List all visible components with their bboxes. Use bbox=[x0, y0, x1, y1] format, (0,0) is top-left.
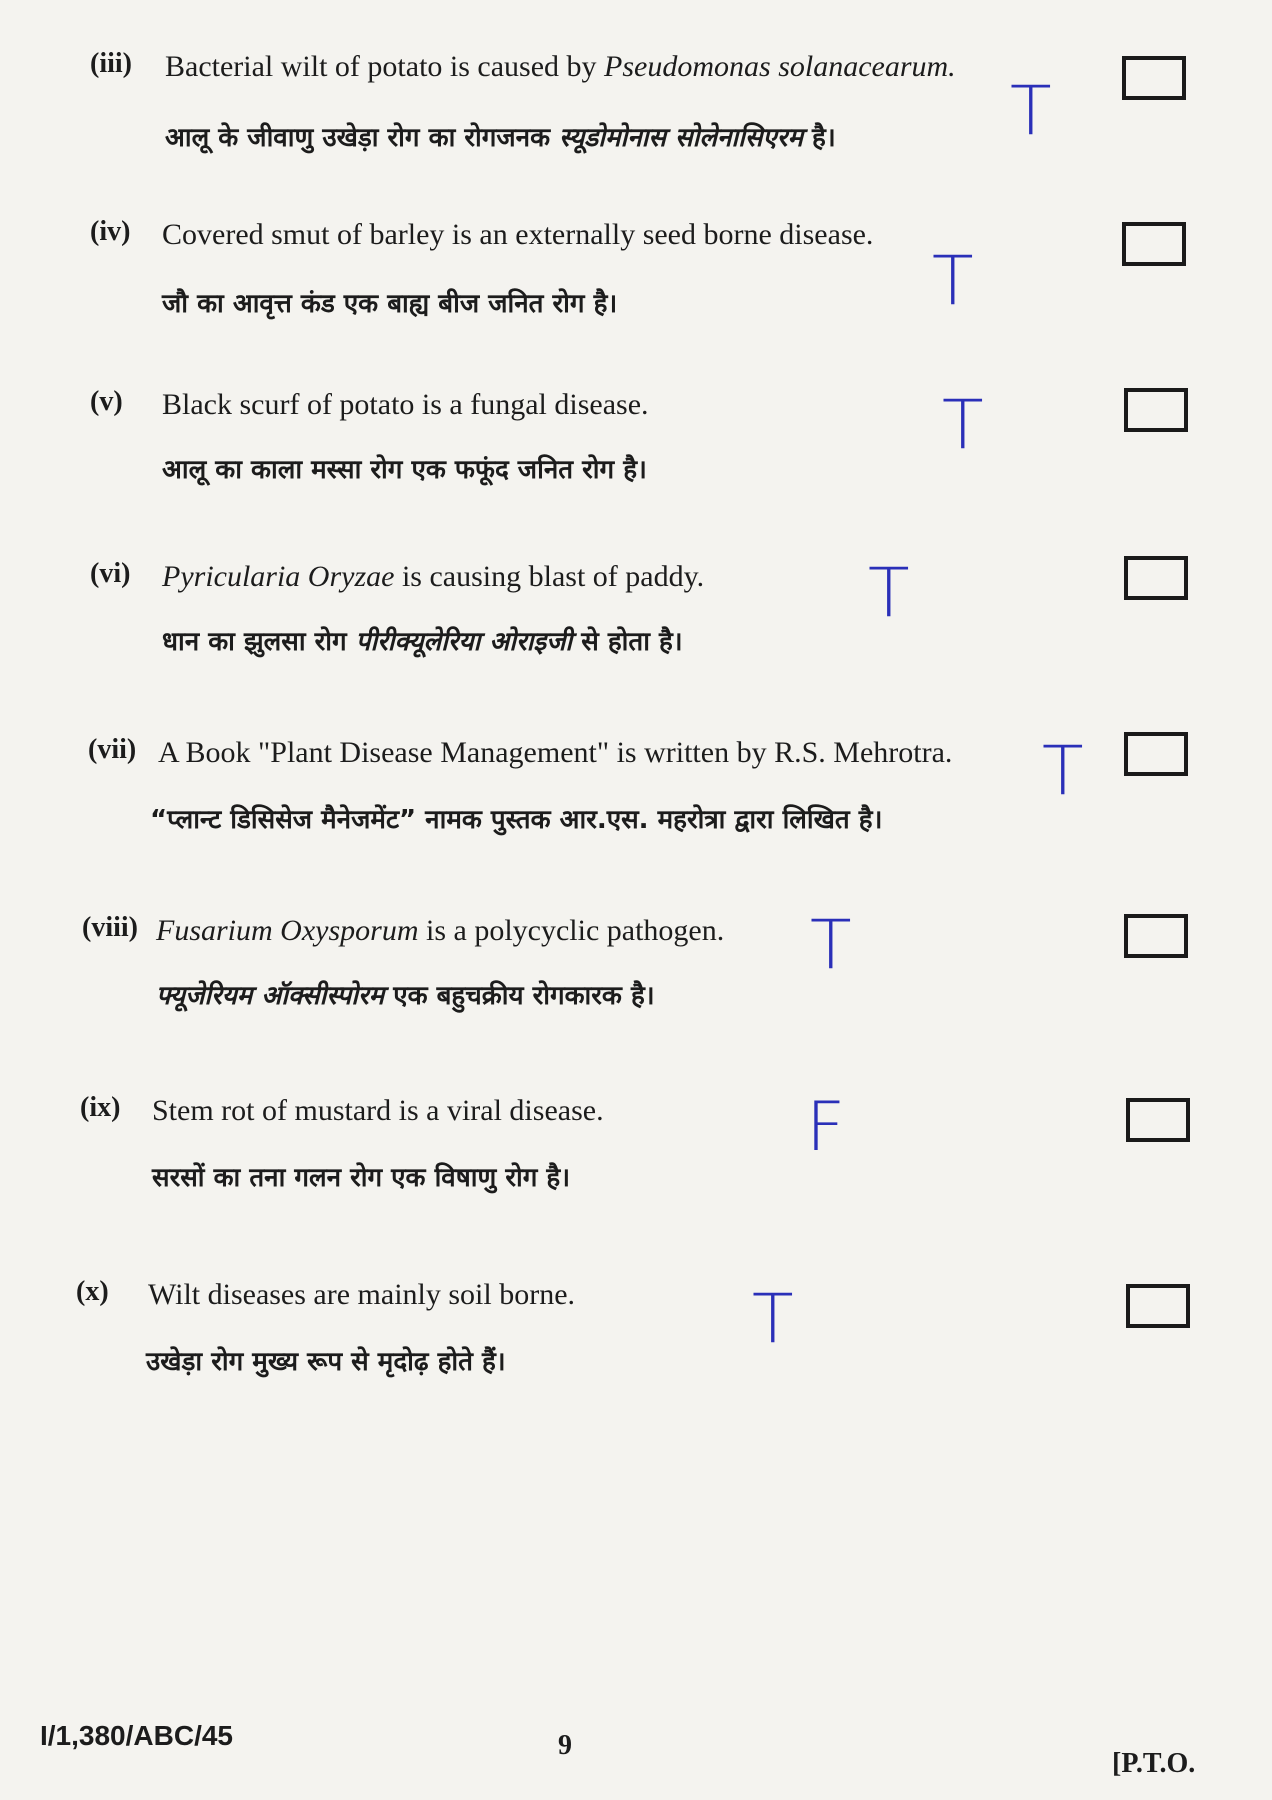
question-text-hi-italic: पीरीक्यूलेरिया ओराइजी bbox=[355, 627, 573, 657]
question-text-en: A Book "Plant Disease Management" is written by R.S. Mehrotra. bbox=[158, 736, 953, 769]
question-number: (x) bbox=[76, 1276, 109, 1307]
handwritten-answer: T bbox=[932, 242, 974, 321]
question-text-hi-part: धान का झुलसा रोग bbox=[162, 627, 356, 657]
question-text-en: Black scurf of potato is a fungal disease. bbox=[162, 388, 649, 421]
handwritten-answer: F bbox=[806, 1088, 846, 1167]
answer-box[interactable] bbox=[1124, 556, 1188, 600]
question-text-en-part: Bacterial wilt of potato is caused by bbox=[165, 50, 605, 83]
handwritten-answer: T bbox=[868, 554, 910, 633]
question-text-en-part: is a polycyclic pathogen. bbox=[418, 914, 725, 947]
question-text-hi-italic: स्यूडोमोनास सोलेनासिएरम bbox=[559, 123, 803, 153]
handwritten-answer: T bbox=[1010, 72, 1052, 151]
question-text-hi: जौ का आवृत्त कंड एक बाह्य बीज जनित रोग है। bbox=[162, 289, 618, 319]
question-number: (vii) bbox=[88, 734, 137, 765]
answer-box[interactable] bbox=[1126, 1098, 1190, 1142]
question-text-hi-end: है। bbox=[803, 123, 836, 153]
answer-box[interactable] bbox=[1124, 914, 1188, 958]
question-text-hi-part: आलू के जीवाणु उखेड़ा रोग का रोगजनक bbox=[165, 123, 560, 153]
question-text-en-italic: Fusarium Oxysporum bbox=[156, 914, 419, 947]
paper-code: I/1,380/ABC/45 bbox=[40, 1720, 233, 1751]
question-number: (vi) bbox=[90, 558, 131, 589]
handwritten-answer: T bbox=[810, 906, 852, 985]
question-number: (ix) bbox=[80, 1092, 121, 1123]
handwritten-answer: T bbox=[1042, 732, 1084, 811]
question-text-hi-italic: फ्यूजेरियम ऑक्सीस्पोरम bbox=[156, 981, 385, 1011]
question-text-hi bbox=[162, 622, 683, 658]
question-text-en bbox=[162, 560, 704, 594]
question-text-en-italic: Pseudomonas solanacearum. bbox=[604, 50, 956, 83]
pto-label: [P.T.O. bbox=[1112, 1748, 1196, 1779]
answer-box[interactable] bbox=[1124, 388, 1188, 432]
question-number: (viii) bbox=[82, 912, 138, 943]
question-text-en: Wilt diseases are mainly soil borne. bbox=[148, 1278, 576, 1311]
question-text-en bbox=[165, 50, 956, 84]
answer-box[interactable] bbox=[1124, 732, 1188, 776]
answer-box[interactable] bbox=[1122, 222, 1186, 266]
question-text-hi: उखेड़ा रोग मुख्य रूप से मृदोढ़ होते हैं। bbox=[146, 1347, 506, 1377]
question-text-hi bbox=[165, 118, 836, 154]
handwritten-answer: T bbox=[942, 386, 984, 465]
question-text-hi: “प्लान्ट डिसिसेज मैनेजमेंट” नामक पुस्तक आर.एस. महरोत्रा द्वारा लिखित है। bbox=[150, 805, 883, 835]
question-number: (iv) bbox=[90, 216, 131, 247]
question-text-hi bbox=[156, 976, 655, 1012]
answer-box[interactable] bbox=[1126, 1284, 1190, 1328]
question-text-en-part: is causing blast of paddy. bbox=[394, 560, 705, 593]
question-text-en: Covered smut of barley is an externally seed borne disease. bbox=[162, 218, 874, 251]
question-text-hi-end: से होता है। bbox=[572, 627, 683, 657]
question-number: (v) bbox=[90, 386, 123, 417]
question-text-en bbox=[156, 914, 724, 948]
page-number: 9 bbox=[558, 1730, 572, 1761]
answer-box[interactable] bbox=[1122, 56, 1186, 100]
question-text-en-italic: Pyricularia Oryzae bbox=[162, 560, 395, 593]
question-text-hi-end: एक बहुचक्रीय रोगकारक है। bbox=[384, 981, 655, 1011]
question-text-hi: सरसों का तना गलन रोग एक विषाणु रोग है। bbox=[152, 1163, 571, 1193]
question-number: (iii) bbox=[90, 48, 132, 79]
handwritten-answer: T bbox=[752, 1280, 794, 1359]
question-text-en: Stem rot of mustard is a viral disease. bbox=[152, 1094, 604, 1127]
question-text-hi: आलू का काला मस्सा रोग एक फफूंद जनित रोग है। bbox=[162, 455, 647, 485]
